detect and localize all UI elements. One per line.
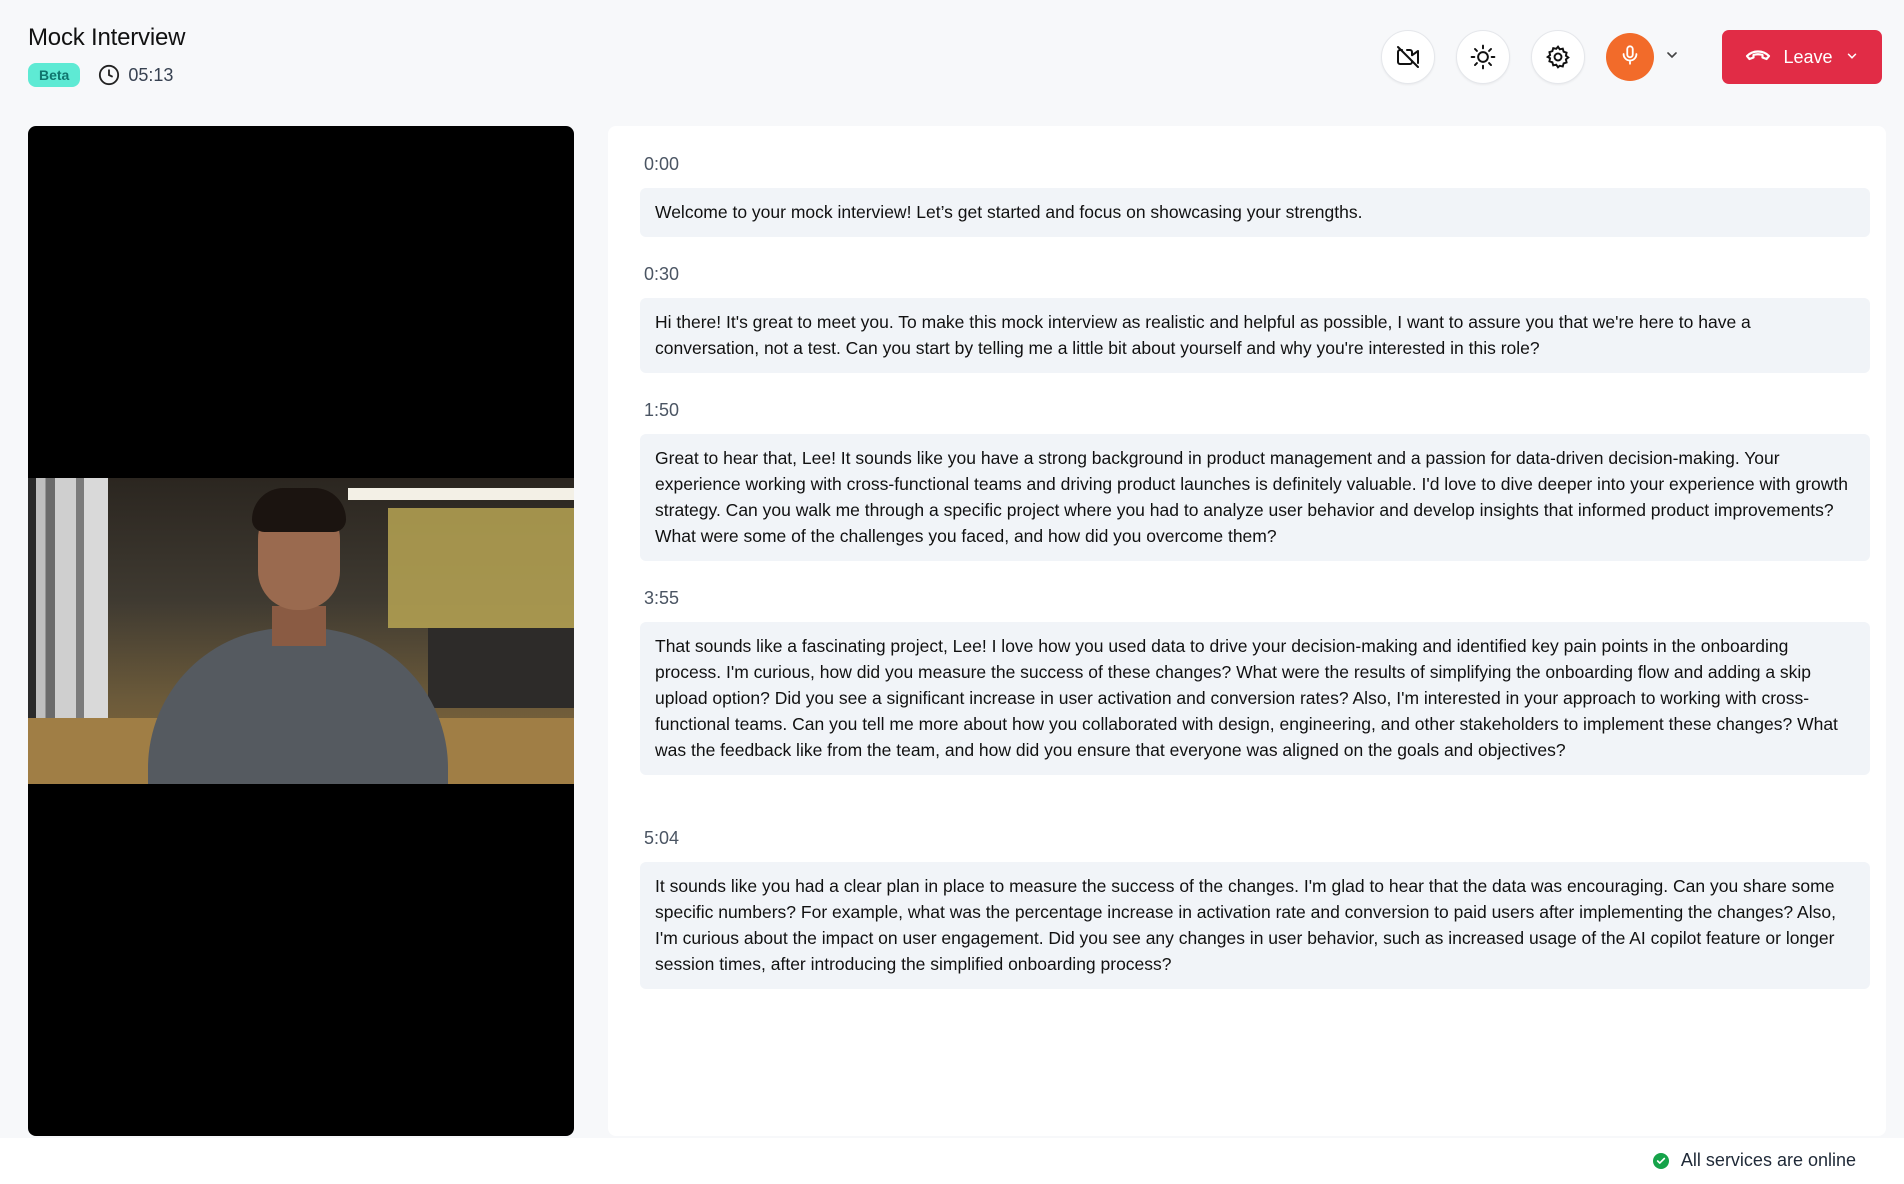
camera-off-icon	[1396, 45, 1420, 69]
footer	[0, 1138, 1904, 1184]
interviewer-video-frame	[28, 478, 574, 784]
transcript-entry	[640, 400, 1870, 561]
phone-hangup-icon	[1745, 46, 1771, 69]
transcript-timestamp: 3:55	[644, 588, 680, 608]
service-status-text: All services are online	[1680, 1150, 1856, 1170]
interviewer-video	[28, 126, 574, 1136]
transcript-panel	[608, 126, 1886, 1136]
chevron-down-icon	[1664, 47, 1680, 68]
transcript-entry	[640, 154, 1870, 237]
settings-button[interactable]	[1531, 30, 1585, 84]
transcript-message: That sounds like a fascinating project, Lee! I love how you used data to drive your decision-making and identified key pain points in the onboarding process. I'm curious, how did you measure the success of these changes? What were the results of simplifying the onboarding flow and adding a skip upload option? Did you see a significant increase in user activation and conversion rates? Also, I'm interested in your approach to working with cross-functional teams. Can you tell me more about how you collaborated with design, engineering, and other stakeholders to implement these changes? What was the feedback like from the team, and how did you ensure that everyone was aligned on the goals and objectives?	[640, 622, 1870, 775]
gear-icon	[1545, 44, 1571, 70]
header	[0, 0, 1904, 118]
mic-control	[1606, 33, 1680, 81]
microphone-icon	[1619, 44, 1641, 71]
timer-value: 05:13	[128, 64, 174, 85]
brightness-button[interactable]	[1456, 30, 1510, 84]
check-circle-icon	[1653, 1153, 1669, 1169]
transcript-message: Hi there! It's great to meet you. To make this mock interview as realistic and helpful as possible, I want to assure you that we're here to have a conversation, not a test. Can you start by telling me a little bit about yourself and why you're interested in this role?	[640, 298, 1870, 373]
transcript-message: Welcome to your mock interview! Let’s get started and focus on showcasing your strengths.	[640, 188, 1870, 237]
service-status	[1653, 1150, 1856, 1171]
transcript-message: It sounds like you had a clear plan in place to measure the success of the changes. I'm glad to hear that the data was encouraging. Can you share some specific numbers? For example, what was the percentage increase in activation rate and conversion to paid users after implementing the changes? Also, I'm curious about the impact on user engagement. Did you see any changes in user behavior, such as increased usage of the AI copilot feature or longer session times, after introducing the simplified onboarding process?	[640, 862, 1870, 989]
leave-button[interactable]	[1722, 30, 1882, 84]
camera-toggle-button[interactable]	[1381, 30, 1435, 84]
beta-badge: Beta	[28, 63, 80, 87]
transcript-timestamp: 1:50	[644, 400, 680, 420]
session-timer	[98, 64, 173, 86]
clock-icon	[98, 64, 120, 86]
call-controls	[1381, 30, 1882, 84]
transcript-entry	[640, 828, 1870, 989]
transcript-entry	[640, 264, 1870, 373]
transcript-timestamp: 5:04	[644, 828, 680, 848]
transcript-message: Great to hear that, Lee! It sounds like you have a strong background in product management and a passion for data-driven decision-making. Your experience working with cross-functional teams and driving product launches is definitely valuable. I'd love to dive deeper into your experience with growth strategy. Can you walk me through a specific project where you had to analyze user behavior and develop insights that informed product improvements? What were some of the challenges you faced, and how did you overcome them?	[640, 434, 1870, 561]
leave-label: Leave	[1783, 46, 1833, 67]
mic-options-dropdown[interactable]	[1664, 47, 1680, 68]
page-title: Mock Interview	[28, 24, 186, 51]
brightness-icon	[1470, 44, 1496, 70]
session-meta	[28, 63, 173, 87]
transcript-timestamp: 0:30	[644, 264, 680, 284]
transcript-timestamp: 0:00	[644, 154, 680, 174]
transcript-entry	[640, 588, 1870, 775]
microphone-button[interactable]	[1606, 33, 1654, 81]
chevron-down-icon	[1845, 47, 1859, 68]
